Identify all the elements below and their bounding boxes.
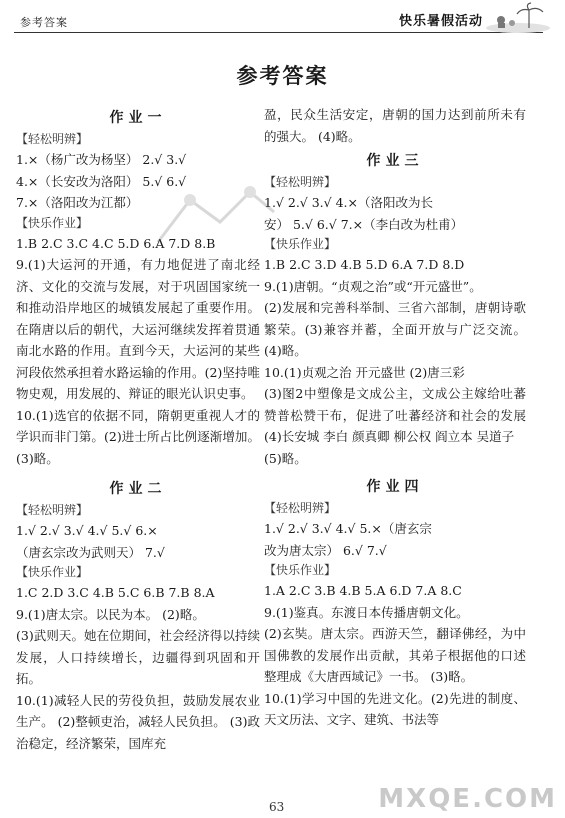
answer-line: 1.×（杨广改为杨坚） 2.√ 3.√ [16, 152, 187, 167]
answer-line: 1.√ 2.√ 3.√ 4.×（洛阳改为长 [264, 195, 433, 210]
answer-line: 1.B 2.C 3.C 4.C 5.D 6.A 7.D 8.B [16, 235, 216, 251]
stamp-decoration-icon [150, 182, 280, 252]
header-rule [14, 32, 543, 33]
answer-line: 9.(1)唐朝。“贞观之治”或“开元盛世”。 [264, 278, 482, 294]
answer-line: 10.(1)贞观之治 开元盛世 (2)唐三彩 [264, 364, 465, 380]
section-label: 【轻松明辨】 [16, 503, 89, 517]
page-title: 参考答案 [236, 64, 329, 88]
answer-paragraph: (2)发展和完善科举制、三省六部制，唐朝诗歌繁荣。(3)兼容并蓄，全面开放与广泛交流。 (4)略。 [264, 300, 526, 358]
section-title-3: 作业三 [366, 153, 424, 169]
right-column [264, 104, 526, 731]
section-label: 【轻松明辨】 [264, 175, 337, 189]
answer-line: (5)略。 [264, 450, 307, 466]
section-label: 【快乐作业】 [16, 565, 89, 579]
page-number: 63 [269, 800, 285, 814]
section-label: 【快乐作业】 [16, 215, 89, 230]
section-label: 【轻松明辨】 [264, 501, 337, 515]
section-label: 【快乐作业】 [264, 237, 337, 251]
answer-paragraph: 10.(1)学习中国的先进文化。(2)先进的制度、天文历法、文字、建筑、书法等 [264, 690, 526, 727]
section-label: 【轻松明辨】 [16, 132, 89, 146]
answer-paragraph: (3)武则天。她在位期间，社会经济得以持续发展，人口持续增长，边疆得到巩固和开拓。 [16, 628, 260, 686]
section-label: 【快乐作业】 [264, 563, 337, 577]
answer-line: 安） 5.√ 6.√ 7.×（李白改为杜甫） [264, 216, 464, 232]
section-title-2: 作业二 [109, 481, 167, 497]
answer-line: 1.C 2.D 3.C 4.B 5.C 6.B 7.B 8.A [16, 585, 215, 600]
header-decoration-icon [485, 2, 551, 34]
answer-paragraph: (3)图2中塑像是文成公主，文成公主嫁给吐蕃赞普松赞干布，促进了吐蕃经济和社会的发展 (4)长安城 李白 颜真卿 柳公权 阎立本 吴道子 [264, 386, 526, 444]
answer-line: 7.×（洛阳改为江都） [16, 195, 139, 210]
section-title-4: 作业四 [366, 479, 424, 495]
answer-line: （唐玄宗改为武则天） 7.√ [16, 544, 165, 560]
answer-paragraph: (2)玄奘。唐太宗。西游天竺，翻译佛经，为中国佛教的发展作出贡献，其弟子根据他的口述整理成《大唐西域记》一书。 (3)略。 [264, 626, 526, 684]
answer-paragraph: 9.(1)大运河的开通，有力地促进了南北经济、文化的交流与发展，对于巩固国家统一和推动沿岸地区的城镇发展起了重要作用。在隋唐以后的朝代，大运河继续发挥着贯通南北水路的作用。直到今天，大运河的某些河段依然承担着水路运输的作用。(2)坚持唯物史观，用发展的、辩证的眼光认识史事。 [16, 257, 260, 401]
answer-paragraph: 盈，民众生活安定，唐朝的国力达到前所未有的强大。 (4)略。 [264, 107, 526, 144]
running-header-right: 快乐暑假活动 [398, 14, 483, 29]
answer-paragraph: 10.(1)减轻人民的劳役负担，鼓励发展农业生产。 (2)整顿吏治，减轻人民负担。 (3)政治稳定，经济繁荣，国库充 [16, 692, 260, 751]
answer-line: 9.(1)鉴真。东渡日本传播唐朝文化。 [264, 604, 469, 620]
answer-line: 改为唐太宗） 6.√ 7.√ [264, 542, 387, 558]
answer-paragraph: 10.(1)选官的依据不同，隋朝更重视人才的学识而非门第。(2)进士所占比例逐渐增加。(3)略。 [16, 407, 260, 466]
answer-line: 1.A 2.C 3.B 4.B 5.A 6.D 7.A 8.C [264, 583, 462, 598]
running-header-left: 参考答案 [20, 16, 68, 29]
answer-line: 1.√ 2.√ 3.√ 4.√ 5.×（唐玄宗 [264, 521, 432, 536]
answer-line: 1.B 2.C 3.D 4.B 5.D 6.A 7.D 8.D [264, 257, 465, 272]
answer-line: 9.(1)唐太宗。以民为本。 (2)略。 [16, 606, 205, 622]
answer-line: 1.√ 2.√ 3.√ 4.√ 5.√ 6.× [16, 523, 158, 538]
answer-line: 4.×（长安改为洛阳） 5.√ 6.√ [16, 173, 187, 189]
section-title-1: 作业一 [109, 110, 167, 126]
watermark: MXQE.COM [378, 784, 557, 814]
